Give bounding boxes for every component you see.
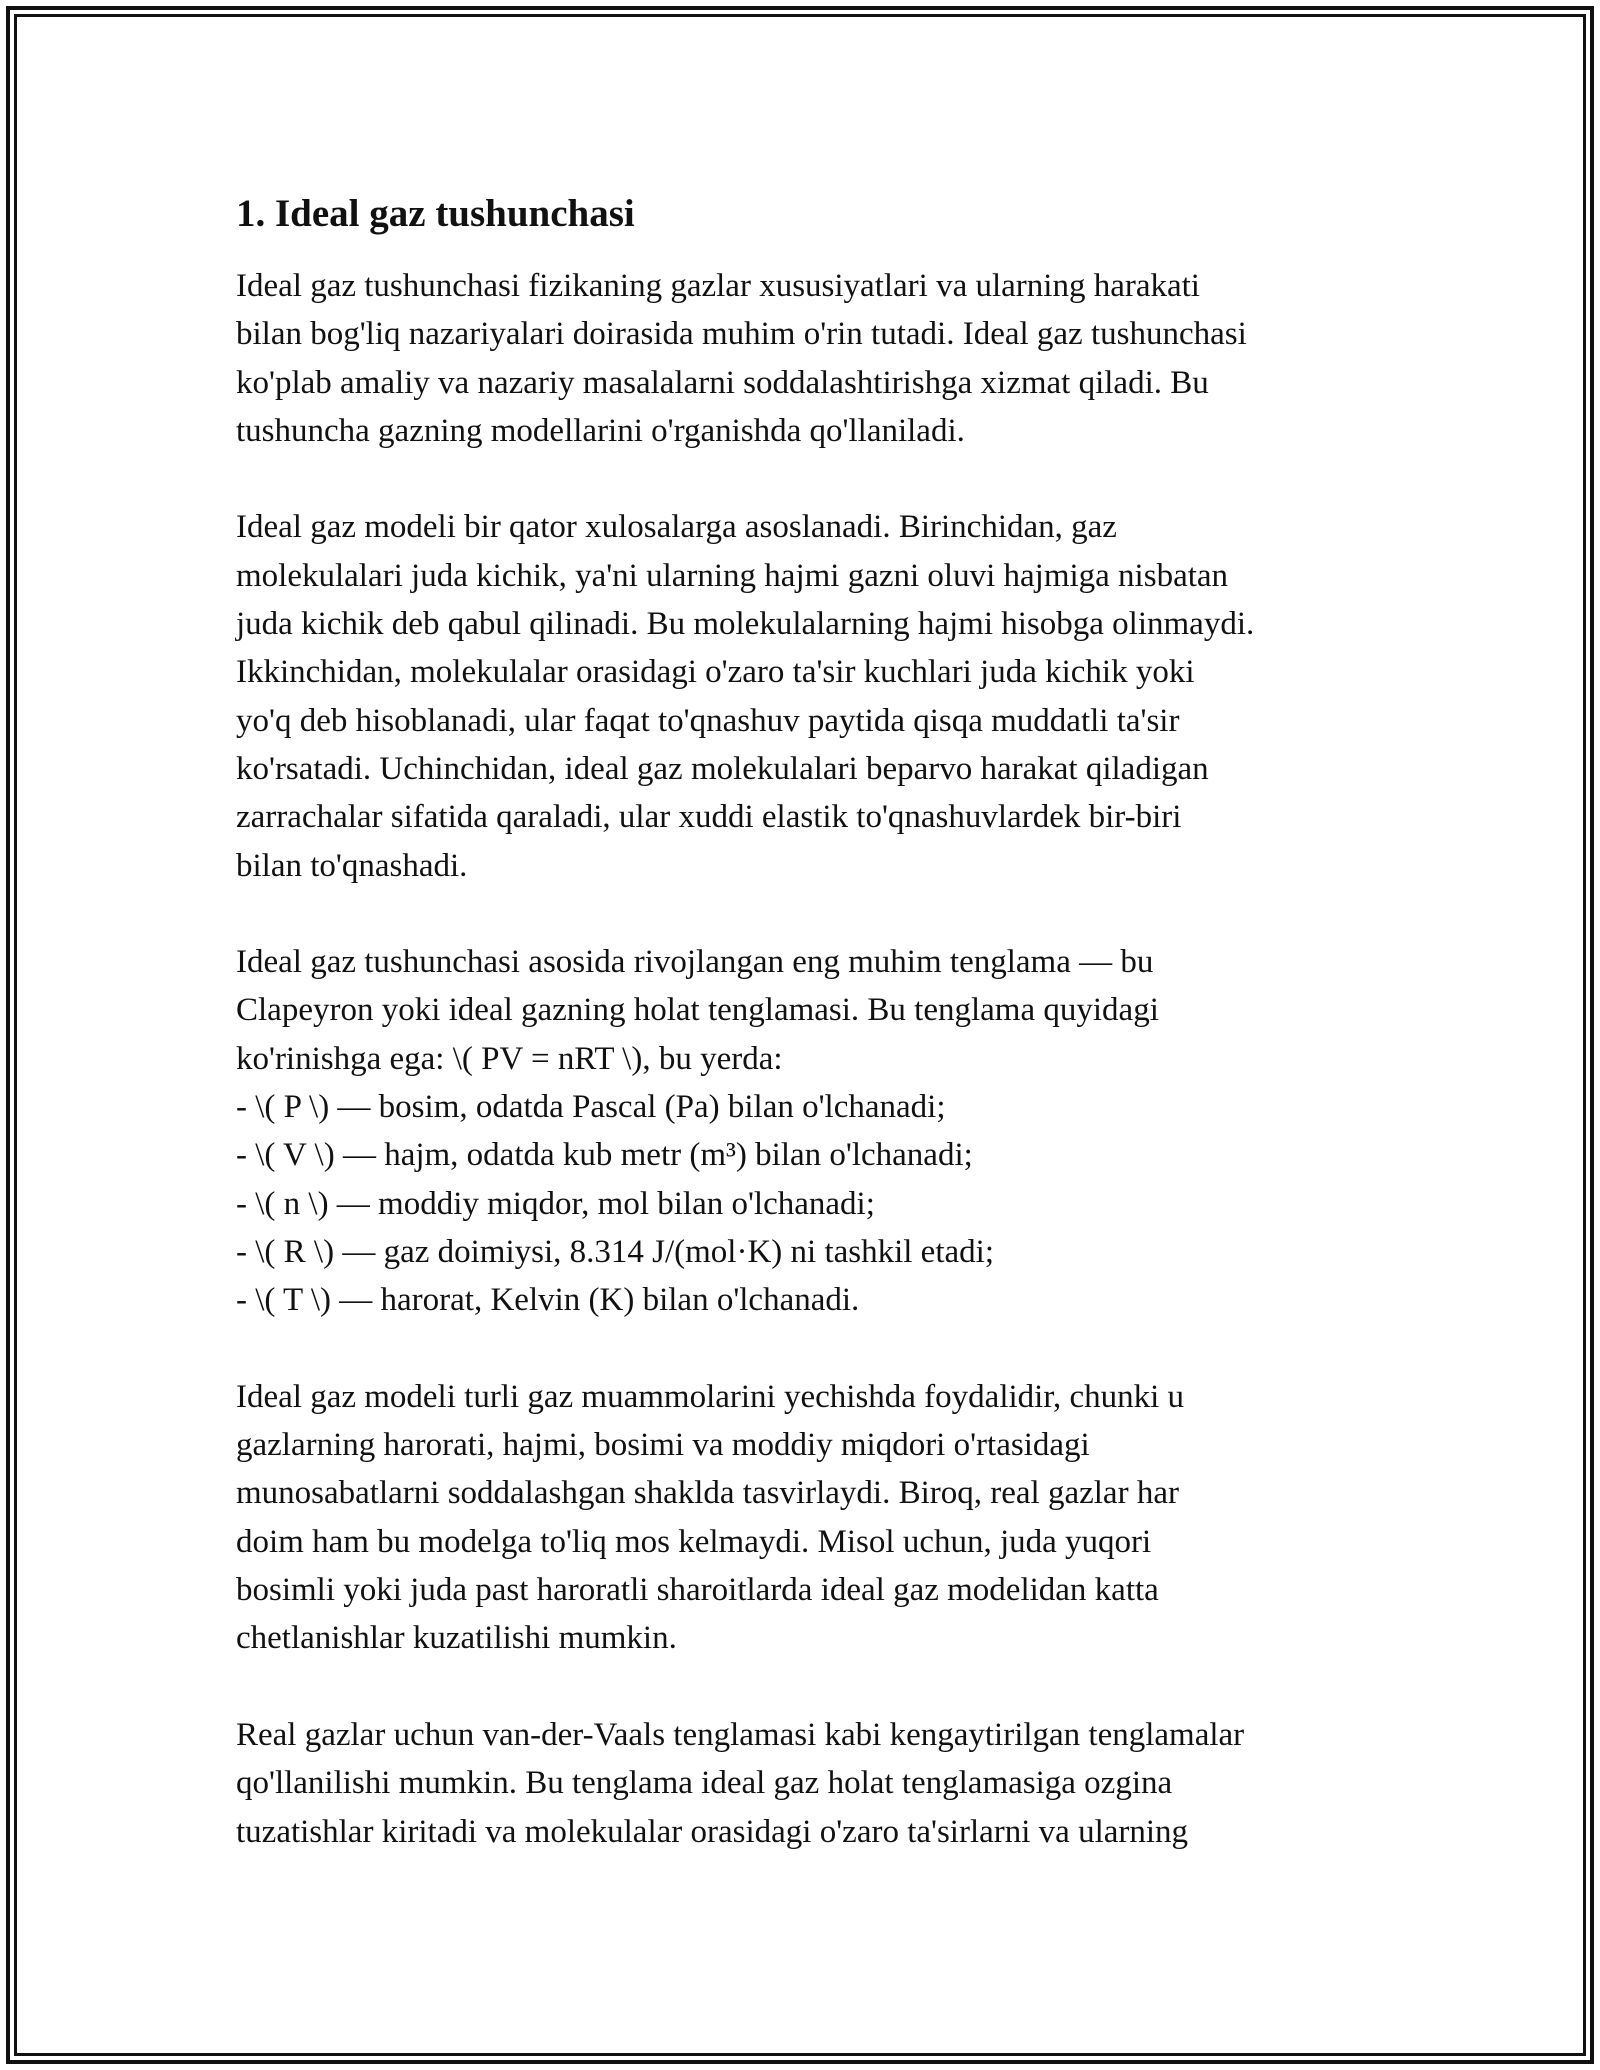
text-line: ko'rinishga ega: \( PV = nRT \), bu yerda: <box>236 1040 783 1077</box>
text-line: Ideal gaz modeli turli gaz muammolarini yechishda foydalidir, chunki u <box>236 1378 1185 1415</box>
text-line: yo'q deb hisoblanadi, ular faqat to'qnashuv paytida qisqa muddatli ta'sir <box>236 702 1180 739</box>
text-line: molekulalari juda kichik, ya'ni ularning hajmi gazni oluvi hajmiga nisbatan <box>236 557 1229 594</box>
text-line: ko'plab amaliy va nazariy masalalarni soddalashtirishga xizmat qiladi. Bu <box>236 364 1209 401</box>
text-line: ko'rsatadi. Uchinchidan, ideal gaz molekulalari beparvo harakat qiladigan <box>236 750 1209 787</box>
text-line: - \( R \) — gaz doimiysi, 8.314 J/(mol·K) ni tashkil etadi; <box>236 1233 994 1270</box>
paragraph-gap <box>236 455 1386 503</box>
body-paragraph <box>236 262 1386 455</box>
text-line: qo'llanilishi mumkin. Bu tenglama ideal gaz holat tenglamasiga ozgina <box>236 1765 1173 1802</box>
paragraph-list <box>236 262 1386 1856</box>
section-heading: 1. Ideal gaz tushunchasi <box>236 192 635 235</box>
text-line: - \( V \) — hajm, odatda kub metr (m³) bilan o'lchanadi; <box>236 1137 973 1174</box>
text-line: Ideal gaz modeli bir qator xulosalarga asoslanadi. Birinchidan, gaz <box>236 509 1117 546</box>
text-line: munosabatlarni soddalashgan shaklda tasvirlaydi. Biroq, real gazlar har <box>236 1475 1179 1512</box>
text-line: zarrachalar sifatida qaraladi, ular xuddi elastik to'qnashuvlardek bir-biri <box>236 799 1182 836</box>
text-line: Real gazlar uchun van-der-Vaals tenglamasi kabi kengaytirilgan tenglamalar <box>236 1716 1245 1753</box>
text-line: bosimli yoki juda past haroratli sharoitlarda ideal gaz modelidan katta <box>236 1572 1159 1609</box>
text-line: juda kichik deb qabul qilinadi. Bu molekulalarning hajmi hisobga olinmaydi. <box>236 606 1255 643</box>
text-line: Ikkinchidan, molekulalar orasidagi o'zaro ta'sir kuchlari juda kichik yoki <box>236 654 1195 691</box>
text-line: - \( n \) — moddiy miqdor, mol bilan o'lchanadi; <box>236 1185 875 1222</box>
text-line: Ideal gaz tushunchasi fizikaning gazlar xususiyatlari va ularning harakati <box>236 268 1200 304</box>
body-paragraph <box>236 503 1386 889</box>
text-line: bilan bog'liq nazariyalari doirasida muhim o'rin tutadi. Ideal gaz tushunchasi <box>236 316 1247 353</box>
paragraph-gap <box>236 890 1386 938</box>
paragraph-gap <box>236 1325 1386 1373</box>
text-line: tuzatishlar kiritadi va molekulalar orasidagi o'zaro ta'sirlarni va ularning <box>236 1813 1189 1850</box>
text-line: Ideal gaz tushunchasi asosida rivojlangan eng muhim tenglama — bu <box>236 944 1154 981</box>
text-line: tushuncha gazning modellarini o'rganishda qo'llaniladi. <box>236 412 965 449</box>
text-line: - \( T \) — harorat, Kelvin (K) bilan o'lchanadi. <box>236 1282 860 1319</box>
text-line: - \( P \) — bosim, odatda Pascal (Pa) bilan o'lchanadi; <box>236 1089 946 1126</box>
body-paragraph <box>236 1373 1386 1663</box>
paragraph-gap <box>236 1663 1386 1711</box>
body-paragraph <box>236 938 1386 1324</box>
document-body <box>236 186 1386 1856</box>
text-line: gazlarning harorati, hajmi, bosimi va moddiy miqdori o'rtasidagi <box>236 1427 1090 1464</box>
text-line: doim ham bu modelga to'liq mos kelmaydi. Misol uchun, juda yuqori <box>236 1523 1152 1560</box>
text-line: Clapeyron yoki ideal gazning holat tenglamasi. Bu tenglama quyidagi <box>236 992 1159 1029</box>
text-line: chetlanishlar kuzatilishi mumkin. <box>236 1620 677 1657</box>
body-paragraph <box>236 1711 1386 1856</box>
text-line: bilan to'qnashadi. <box>236 847 468 884</box>
